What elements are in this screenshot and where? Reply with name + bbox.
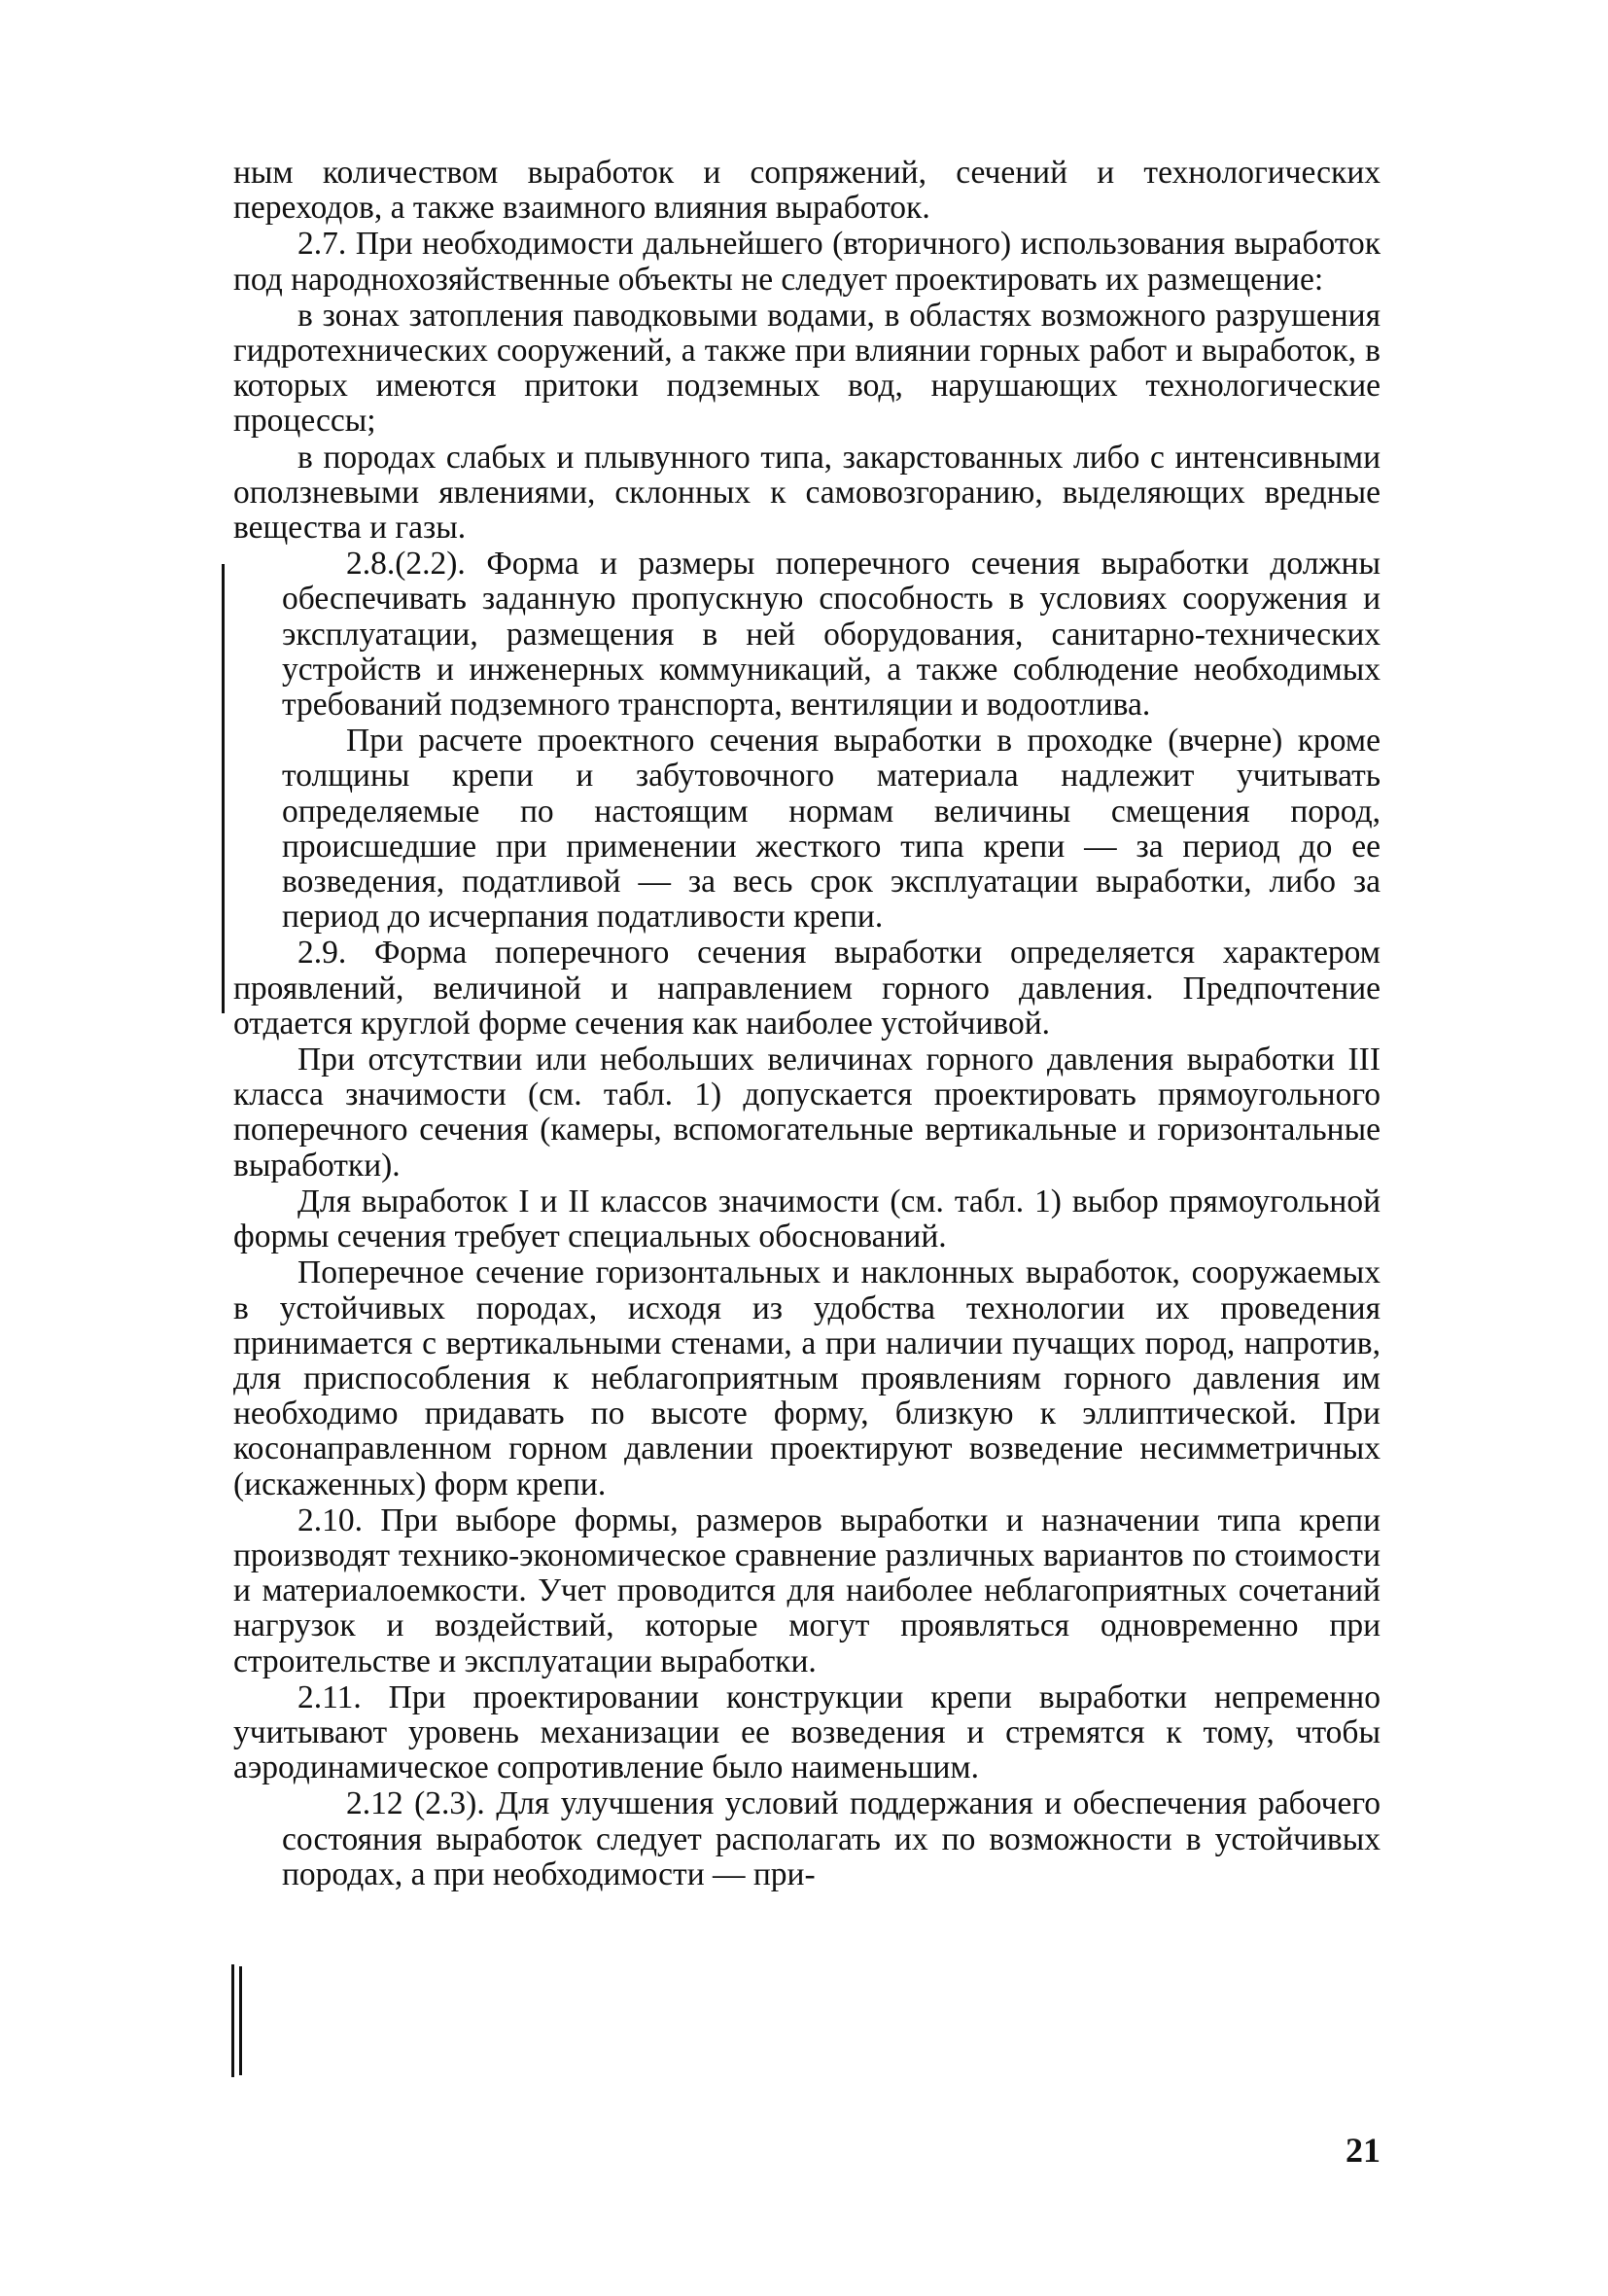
paragraph-continuation: ным количеством выработок и сопряжений, сечений и технологических переходов, а также взаимного влияния выработок. xyxy=(233,155,1381,227)
paragraph-2-11: 2.11. При проектировании конструкции крепи выработки непременно учитывают уровень механизации ее возведения и стремятся к тому, чтобы аэродинамическое сопротивление было наименьшим. xyxy=(233,1678,1381,1786)
paragraph-2-7-flooding: в зонах затопления паводковыми водами, в областях возможного разрушения гидротехнических сооружений, а также при влиянии горных работ и выработок, в которых имеются притоки подземных вод, нарушающих технологические процессы; xyxy=(233,297,1381,440)
paragraph-2-8-calculation: При расчете проектного сечения выработки в проходке (вчерне) кроме толщины крепи и забутовочного материала надлежит учитывать определяемые по настоящим нормам величины смещения пород, происшедшие при применении жесткого типа крепи — за период до ее возведения, податливой — за весь срок эксплуатации выработки, либо за период до исчерпания податливости крепи. xyxy=(282,723,1381,936)
paragraph-2-10: 2.10. При выборе формы, размеров выработки и назначении типа крепи производят технико-экономическое сравнение различных вариантов по стоимости и материалоемкости. Учет проводится для наиболее неблагоприятных сочетаний нагрузок и воздействий, которые могут проявляться одновременно при строительстве и эксплуатации выработки. xyxy=(233,1501,1381,1679)
paragraph-2-9-absence: При отсутствии или небольших величинах горного давления выработки III класса значимости (см. табл. 1) допускается проектировать прямоугольного поперечного сечения (камеры, вспомогательные вертикальные и горизонтальные выработки). xyxy=(233,1042,1381,1183)
change-bar-2-12-second xyxy=(239,1966,242,2075)
change-bar-2-8 xyxy=(222,564,225,1013)
page-number: 21 xyxy=(1346,2131,1381,2170)
paragraph-2-9: 2.9. Форма поперечного сечения выработки определяется характером проявлений, величиной и направлением горного давления. Предпочтение отдается круглой форме сечения как наиболее устойчивой. xyxy=(233,935,1381,1042)
paragraph-2-8: 2.8.(2.2). Форма и размеры поперечного сечения выработки должны обеспечивать заданную пропускную способность в условиях сооружения и эксплуатации, размещения в ней оборудования, санитарно-технических устройств и инженерных коммуникаций, а также соблюдение необходимых требований подземного транспорта, вентиляции и водоотлива. xyxy=(282,546,1381,724)
change-bar-2-12 xyxy=(231,1964,234,2077)
paragraph-2-9-class-1-2: Для выработок I и II классов значимости (см. табл. 1) выбор прямоугольной формы сечения требует специальных обоснований. xyxy=(233,1183,1381,1255)
paragraph-2-12: 2.12 (2.3). Для улучшения условий поддержания и обеспечения рабочего состояния выработок следует располагать их по возможности в устойчивых породах, а при необходимости — при- xyxy=(282,1785,1381,1892)
paragraph-2-9-cross-section: Поперечное сечение горизонтальных и наклонных выработок, сооружаемых в устойчивых породах, исходя из удобства технологии их проведения принимается с вертикальными стенами, а при наличии пучащих пород, напротив, для приспособления к неблагоприятным проявлениям горного давления им необходимо придавать по высоте форму, близкую к эллиптической. При косонаправленном горном давлении проектируют возведение несимметричных (искаженных) форм крепи. xyxy=(233,1254,1381,1502)
paragraph-2-7-rocks: в породах слабых и плывунного типа, закарстованных либо с интенсивными оползневыми явлениями, склонных к самовозгоранию, выделяющих вредные вещества и газы. xyxy=(233,439,1381,547)
body-text xyxy=(233,156,1381,1893)
paragraph-2-7: 2.7. При необходимости дальнейшего (вторичного) использования выработок под народнохозяйственные объекты не следует проектировать их размещение: xyxy=(233,226,1381,298)
